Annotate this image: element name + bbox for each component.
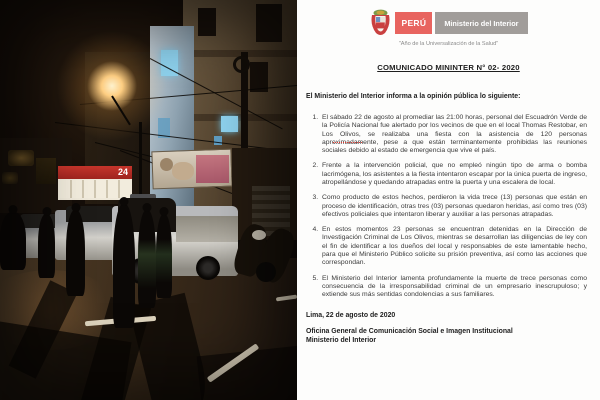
- logo-country-box: PERÚ: [395, 12, 432, 34]
- communique-item-5: 5. El Ministerio del Interior lamenta profundamente la muerte de trece personas como consecuencia de la irresponsabilidad criminal de un empresario inescrupuloso; y extiende sus más sentidas condolencias a sus familiares.: [320, 275, 587, 300]
- logo-ministry-box: Ministerio del Interior: [435, 12, 527, 34]
- date-line: Lima, 22 de agosto de 2020: [306, 312, 396, 320]
- signature-office-line2: Ministerio del Interior: [306, 336, 377, 344]
- peru-coat-of-arms-icon: [369, 9, 392, 37]
- communique-item-3: 3. Como producto de estos hechos, perdieron la vida trece (13) personas que están en proceso de identificación, otras tres (03) personas quedaron heridas, así como tres (03) efectivos policiales que intentaron liberar y auxiliar a las personas atrapadas.: [320, 194, 587, 219]
- communique-item-4: 4. En estos momentos 23 personas se encuentran detenidas en la Dirección de Investigación Criminal de Los Olivos, mientras se desarrollan las diligencias de ley con el fin de identificar a los dueños del local y responsables de este lamentable hecho, para que el Ministerio Público solicite su prisión preventiva, así como las acciones que correspondan.: [320, 226, 587, 267]
- communique-item-2: 2. Frente a la intervención policial, que no empleó ningún tipo de arma o bomba lacrimógena, los asistentes a la fiesta intentaron escapar por la única puerta de ingreso, atropellándose y quedando atrapadas entre la puerta y una escalera de local.: [320, 162, 587, 187]
- communique-intro: El Ministerio del Interior informa a la opinión pública lo siguiente:: [306, 93, 521, 100]
- storefront-24h-sign: 24: [58, 166, 132, 179]
- ministry-logo-header: [297, 0, 600, 37]
- signature-office-line1: Oficina General de Comunicación Social e Imagen Institucional: [306, 328, 513, 336]
- photo-vignette: [0, 0, 297, 400]
- spellcheck-underline: [333, 140, 362, 143]
- communique-item-1: 1. El sábado 22 de agosto al promediar las 21:00 horas, personal del Escuadrón Verde de la Policía Nacional fue alertado por los vecinos de que en el local Thomas Restobar, en Los Olivos, se realizaba una fiesta con la asistencia de 120 personas aproximadamente, pese a que están terminantemente prohibidas las reuniones sociales debido al estado de emergencia que vive el país.: [320, 114, 587, 155]
- communique-title: COMUNICADO MININTER N° 02- 2020: [377, 63, 520, 72]
- news-photo: [0, 0, 297, 400]
- year-slogan: "Año de la Universalización de la Salud": [398, 41, 499, 47]
- signature-office: [306, 328, 586, 345]
- comunicado-document: [297, 0, 600, 400]
